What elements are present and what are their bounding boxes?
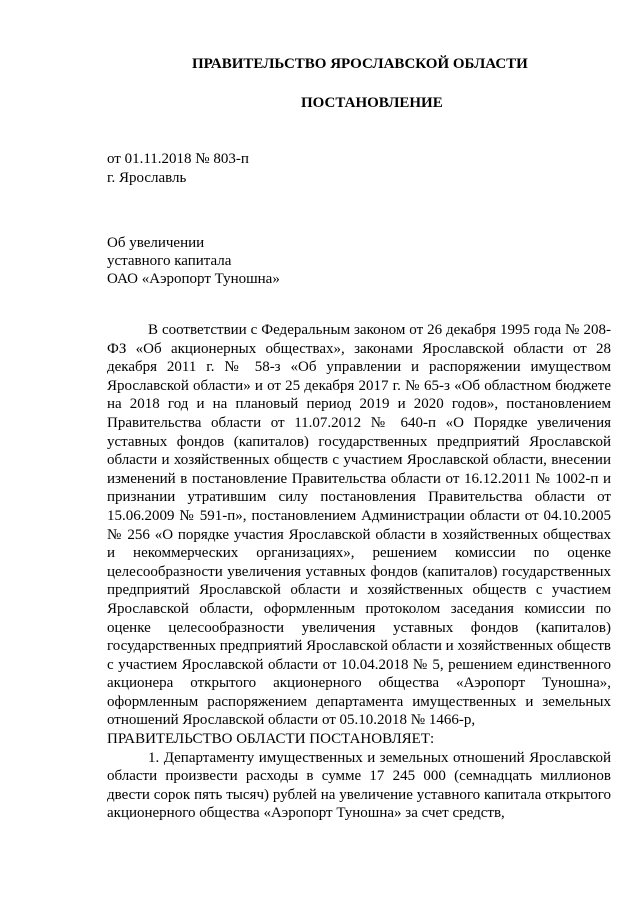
resolves-heading: ПРАВИТЕЛЬСТВО ОБЛАСТИ ПОСТАНОВЛЯЕТ: [107,731,435,748]
item-1-paragraph: 1. Департаменту имущественных и земельных отношений Ярославской области произвести расходы в сумме 17 245 000 (семнадцать миллионов двести сорок пять тысяч) рублей на увеличение уставного капитала открытого акционерного общества «Аэропорт Туношна» за счет средств, [107,749,611,822]
preamble-paragraph: В соответствии с Федеральным законом от 26 декабря 1995 года № 208-ФЗ «Об акционерных обществах», законами Ярославской области от 28 декабря 2011 г. № 58-з «Об управлении и распоряжении имуществом Ярославской области» и от 25 декабря 2017 г. № 65-з «Об областном бюджете на 2018 год и на плановый период 2019 и 2020 годов», постановлением Правительства области от 11.07.2012 № 640-п «О Порядке увеличения уставных фондов (капиталов) государственных предприятий Ярославской области и хозяйственных обществ с участием Ярославской области, внесении изменений в постановление Правительства области от 16.12.2011 № 1002-п и признании утратившим силу постановления Правительства области от 15.06.2009 № 591-п», постановлением Администрации области от 04.10.2005 № 256 «О порядке участия Ярославской области в хозяйственных обществах и некоммерческих организациях», решением комиссии по оценке целесообразности увеличения уставных фондов (капиталов) государственных предприятий Ярославской области и хозяйственных обществ с участием Ярославской области, оформленным протоколом заседания комиссии по оценке целесообразности увеличения уставных фондов (капиталов) государственных предприятий Ярославской области и хозяйственных обществ с участием Ярославской области от 10.04.2018 № 5, решением единственного акционера открытого акционерного общества «Аэропорт Туношна», оформленным распоряжением департамента имущественных и земельных отношений Ярославской области от 05.10.2018 № 1466-р, [107,322,611,729]
subject-line-2: уставного капитала [107,253,232,269]
subject-line-3: ОАО «Аэропорт Туношна» [107,271,280,287]
city: г. Ярославль [107,170,187,186]
government-title: ПРАВИТЕЛЬСТВО ЯРОСЛАВСКОЙ ОБЛАСТИ [192,56,528,72]
date-number: от 01.11.2018 № 803-п [107,151,249,167]
document-type-title: ПОСТАНОВЛЕНИЕ [301,95,443,111]
subject-line-1: Об увеличении [107,235,205,251]
document-body [107,321,611,823]
